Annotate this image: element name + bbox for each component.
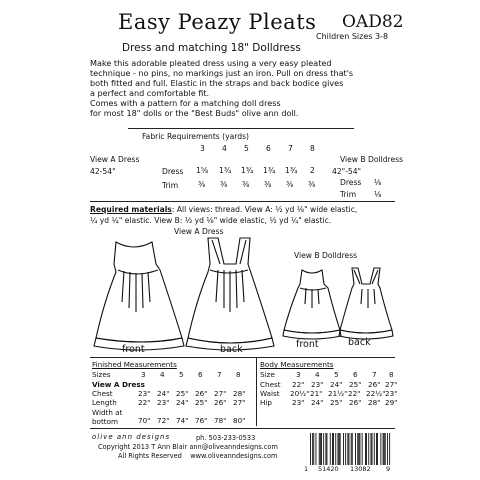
pattern-envelope-back: Easy Peazy Pleats OAD82 Children Sizes 3-8 Dress and matching 18" Dolldress Make this adorable pleated dress using a very easy pleated technique - no pins, no markings just an iron. Pull on dress that's both fitted and full. Elastic in the straps and back bodice gives a perfect and comfortable fit. Comes with a pattern for a matching doll dress for most 18" dolls or the "Best Buds" olive ann doll. Fabric Requirements (yards) 3 4 5 6 7 8 View A Dress 42-54" Dress Trim 1⅝ 1¾ 1¾ 1¾ 1¾ 2 ⅜ ⅜ ⅜ ⅜ ⅜ ⅜ View B Dolldress 42"-54" Dress ⅛ Trim ⅛ Required materials: All views: thread. View A: ½ yd ⅛" wide elastic, ¼ yd ¼" elastic. View B: ½ yd ⅛" wide elastic, ½ yd ¼" elastic. View A Dress View B Dolldress front back front back Finished Measurements Sizes 3 4 5 6 7 8 View A Dress Chest 23" 24" 25" 26" 27" 28" Length 22" 23" 24" 25" 26" 27" Width at bottom 70" 72" 74" 76" 78" 80" Body Measurements Size 3 4 5 6 7 8 Chest 22" 23" 24" 25" 26" 27" Waist 20½" 21" 21½" 22" 22½" 23" Hip 23" 24" 25" 26" 28" 29" olive ann designs ph. 503-233-0533 Copyright 2013 T Ann Blair ann@oliveanndesigns.com All Rights Reserved www.oliveanndesigns.com 1 51420 13082 9 bbox=[78, 2, 402, 478]
pattern-title: Easy Peazy Pleats bbox=[118, 10, 317, 34]
pattern-description: Make this adorable pleated dress using a very easy pleated technique - no pins, no markings just an iron. Pull on dress that's both fitted and full. Elastic in the straps and back bodice gives a perfect and comfortable fit. Comes with a pattern for a matching doll dress for most 18" dolls or the "Best Buds" olive ann doll. bbox=[90, 58, 354, 118]
back-caption: back bbox=[220, 344, 243, 355]
barcode-bar bbox=[335, 433, 336, 465]
barcode-digit-left: 1 bbox=[304, 465, 309, 473]
barcode-bar bbox=[325, 433, 326, 465]
pattern-subtitle: Dress and matching 18" Dolldress bbox=[122, 42, 301, 54]
barcode-digits-2: 13082 bbox=[350, 465, 371, 473]
finished-view-label: View A Dress bbox=[92, 380, 145, 389]
barcode-bar bbox=[343, 433, 344, 465]
front-caption: front bbox=[122, 344, 145, 355]
view-b-dress-value: ⅛ bbox=[374, 178, 382, 187]
brand-logo: olive ann designs bbox=[92, 433, 171, 441]
barcode-bar bbox=[319, 433, 320, 465]
barcode-bar bbox=[330, 433, 331, 465]
phone: ph. 503-233-0533 bbox=[196, 434, 256, 442]
doll-front-caption: front bbox=[296, 339, 319, 350]
materials-label: Required materials bbox=[90, 205, 172, 214]
barcode-bar bbox=[323, 433, 324, 465]
barcode-bar bbox=[349, 433, 350, 465]
barcode-bar bbox=[338, 433, 339, 465]
barcode-bar bbox=[383, 433, 384, 465]
barcode-bar bbox=[333, 433, 334, 465]
barcode-bar bbox=[332, 433, 333, 465]
barcode-bar bbox=[368, 433, 369, 465]
barcode-bar bbox=[365, 433, 366, 465]
barcode-bar bbox=[380, 433, 381, 465]
view-b-trim-value: ⅛ bbox=[374, 190, 382, 199]
barcode-bar bbox=[339, 433, 340, 465]
barcode-bar bbox=[362, 433, 363, 465]
barcode-bar bbox=[377, 433, 378, 465]
view-a-caption: View A Dress bbox=[174, 227, 224, 236]
materials-line-1: Required materials: All views: thread. View A: ½ yd ⅛" wide elastic, bbox=[90, 205, 358, 214]
barcode-bar bbox=[389, 433, 390, 465]
barcode bbox=[78, 2, 402, 478]
barcode-bar bbox=[345, 433, 346, 465]
barcode-bar bbox=[310, 433, 311, 465]
barcode-bar bbox=[355, 433, 356, 465]
barcode-bar bbox=[357, 433, 358, 465]
barcode-bar bbox=[347, 433, 348, 465]
barcode-bar bbox=[366, 433, 367, 465]
fabric-heading: Fabric Requirements (yards) bbox=[142, 132, 250, 141]
fabric-width: 42-54" bbox=[90, 167, 116, 176]
doll-back-caption: back bbox=[348, 337, 371, 348]
barcode-digits-1: 51420 bbox=[318, 465, 339, 473]
barcode-bar bbox=[321, 433, 322, 465]
barcode-digit-right: 9 bbox=[386, 465, 391, 473]
barcode-bar bbox=[376, 433, 377, 465]
barcode-bar bbox=[387, 433, 388, 465]
view-b-label: View B Dolldress bbox=[340, 155, 404, 164]
barcode-bar bbox=[374, 433, 375, 465]
barcode-bar bbox=[351, 433, 352, 465]
barcode-bar bbox=[385, 433, 386, 465]
barcode-bar bbox=[384, 433, 385, 465]
barcode-bar bbox=[327, 433, 328, 465]
finished-heading: Finished Measurements bbox=[92, 360, 177, 369]
rights: All Rights Reserved www.oliveanndesigns.com bbox=[118, 452, 278, 460]
body-size-label: Size bbox=[260, 370, 275, 379]
copyright: Copyright 2013 T Ann Blair ann@oliveanndesigns.com bbox=[98, 443, 278, 451]
view-b-trim-label: Trim bbox=[340, 190, 357, 199]
finished-sizes-label: Sizes bbox=[92, 370, 111, 379]
materials-line-2: ¼ yd ¼" elastic. View B: ½ yd ⅛" wide elastic, ½ yd ¼" elastic. bbox=[90, 216, 332, 225]
barcode-bar bbox=[352, 433, 353, 465]
barcode-bar bbox=[360, 433, 361, 465]
dress-label: Dress bbox=[162, 167, 184, 176]
barcode-bar bbox=[340, 433, 341, 465]
barcode-bar bbox=[316, 433, 317, 465]
barcode-bar bbox=[371, 433, 372, 465]
barcode-bar bbox=[358, 433, 359, 465]
body-heading: Body Measurements bbox=[260, 360, 334, 369]
view-b-width: 42"-54" bbox=[332, 167, 362, 176]
view-a-label: View A Dress bbox=[90, 155, 140, 164]
trim-label: Trim bbox=[162, 181, 179, 190]
pattern-code: OAD82 bbox=[342, 12, 404, 32]
barcode-bar bbox=[320, 433, 321, 465]
view-b-dress-label: Dress bbox=[340, 178, 362, 187]
barcode-bar bbox=[313, 433, 314, 465]
view-b-caption: View B Dolldress bbox=[294, 251, 358, 260]
sizes-note: Children Sizes 3-8 bbox=[316, 32, 389, 41]
barcode-bar bbox=[312, 433, 313, 465]
barcode-bar bbox=[372, 433, 373, 465]
